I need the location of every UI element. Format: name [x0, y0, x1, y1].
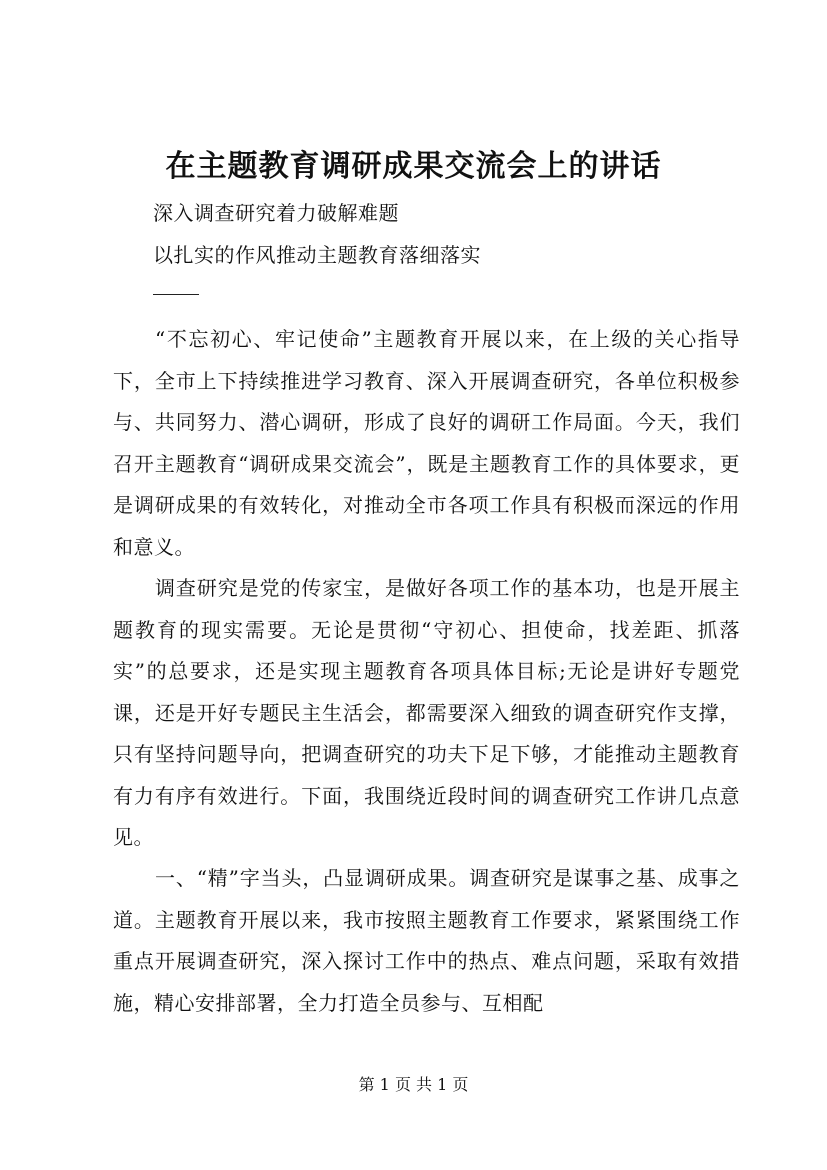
- subtitle-dash-divider: [153, 294, 199, 295]
- document-subtitle-line-1: 深入调查研究着力破解难题: [153, 201, 399, 225]
- body-paragraph-1: “不忘初心、牢记使命”主题教育开展以来，在上级的关心指导下，全市上下持续推进学习教育、深入开展调查研究，各单位积极参与、共同努力、潜心调研，形成了良好的调研工作局面。今天，我们召开主题教育“调研成果交流会”，既是主题教育工作的具体要求，更是调研成果的有效转化，对推动全市各项工作具有积极而深远的作用和意义。: [113, 327, 740, 559]
- body-paragraph-2: 调查研究是党的传家宝，是做好各项工作的基本功，也是开展主题教育的现实需要。无论是贯彻“守初心、担使命，找差距、抓落实”的总要求，还是实现主题教育各项具体目标;无论是讲好专题党课，还是开好专题民主生活会，都需要深入细致的调查研究作支撑，只有坚持问题导向，把调查研究的功夫下足下够，才能推动主题教育有力有序有效进行。下面，我围绕近段时间的调查研究工作讲几点意见。: [113, 576, 740, 849]
- page-footer-number: 第 1 页 共 1 页: [358, 1075, 469, 1094]
- document-title: 在主题教育调研成果交流会上的讲话: [165, 149, 662, 184]
- body-paragraph-3: 一、“精”字当头，凸显调研成果。调查研究是谋事之基、成事之道。主题教育开展以来，我市按照主题教育工作要求，紧紧围绕工作重点开展调查研究，深入探讨工作中的热点、难点问题，采取有效措施，精心安排部署，全力打造全员参与、互相配: [113, 866, 740, 1015]
- document-subtitle-line-2: 以扎实的作风推动主题教育落细落实: [153, 243, 481, 267]
